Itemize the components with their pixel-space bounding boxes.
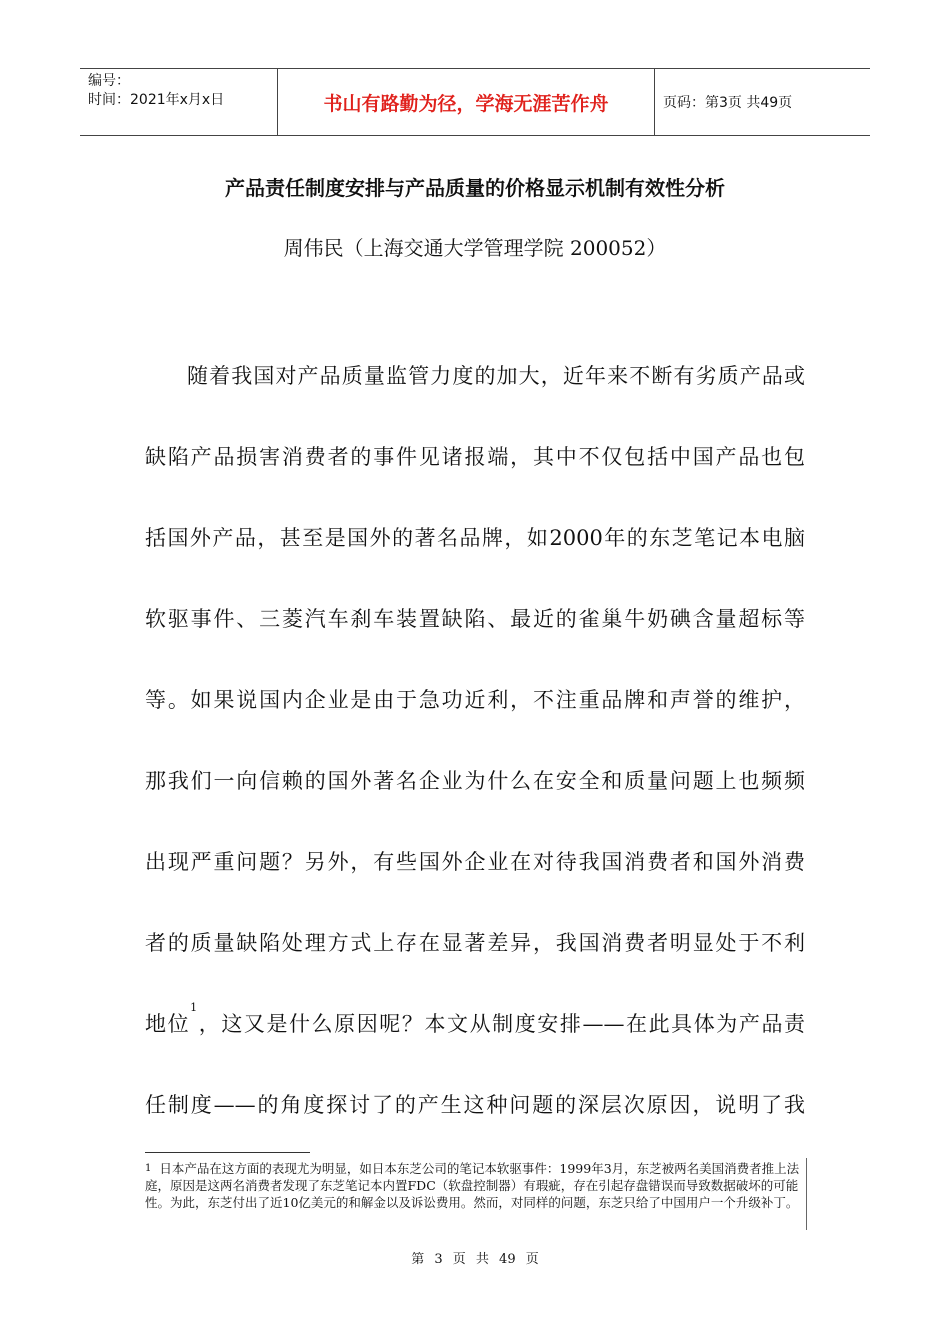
line-rest: 这又是什么原因呢？本文从制度安排——在此具体为产品责 (221, 1012, 806, 1036)
footnote-text: 日本产品在这方面的表现尤为明显，如日本东芝公司的笔记本软驱事件：1999年3月，东芝被两名美国消费者推上法庭，原因是这两名消费者发现了东芝笔记本内置FDC（软盘控制器）有瑕疵，存在引起存盘错误而导致数据破坏的可能性。为此，东芝付出了近10亿美元的和解金以及诉讼费用。然而，对同样的问题，东芝只给了中国用户一个升级补丁。 (145, 1161, 800, 1210)
footnote (145, 1160, 805, 1211)
body-line: 者的质量缺陷处理方式上存在显著差异，我国消费者明显处于不利 (145, 931, 805, 955)
line-separator: ， (197, 1012, 222, 1036)
body-line: 任制度——的角度探讨了的产生这种问题的深层次原因，说明了我 (145, 1093, 805, 1117)
body-line: 出现严重问题？另外，有些国外企业在对待我国消费者和国外消费 (145, 850, 805, 874)
body-line: 等。如果说国内企业是由于急功近利，不注重品牌和声誉的维护， (145, 688, 805, 712)
body-line: 那我们一向信赖的国外著名企业为什么在安全和质量问题上也频频 (145, 769, 805, 793)
article-title: 产品责任制度安排与产品质量的价格显示机制有效性分析 (225, 176, 725, 200)
page-footer: 第 3 页 共 49 页 (411, 1252, 539, 1267)
header-motto: 书山有路勤为径，学海无涯苦作舟 (278, 69, 655, 135)
time-label: 时间：2021年x月x日 (88, 92, 225, 108)
document-header (80, 68, 870, 136)
footnote-reference[interactable]: 1 (190, 1001, 198, 1014)
body-line: 括国外产品，甚至是国外的著名品牌，如2000年的东芝笔记本电脑 (145, 526, 805, 550)
line-prefix: 地位 (145, 1012, 191, 1036)
body-line: 缺陷产品损害消费者的事件见诸报端，其中不仅包括中国产品也包 (145, 445, 805, 469)
body-text (145, 348, 805, 1133)
margin-rule (806, 1158, 807, 1230)
body-line: 软驱事件、三菱汽车刹车装置缺陷、最近的雀巢牛奶碘含量超标等 (145, 607, 805, 631)
header-meta (80, 69, 278, 135)
body-line: 随着我国对产品质量监管力度的加大，近年来不断有劣质产品或 (187, 364, 805, 388)
number-label: 编号： (88, 73, 130, 89)
footnote-separator (145, 1152, 310, 1153)
footnote-mark: 1 (145, 1163, 152, 1174)
header-page-info: 页码：第3页 共49页 (663, 95, 793, 111)
body-line-with-footnote-ref (145, 996, 805, 1052)
author-line: 周伟民（上海交通大学管理学院 200052） (283, 236, 667, 260)
